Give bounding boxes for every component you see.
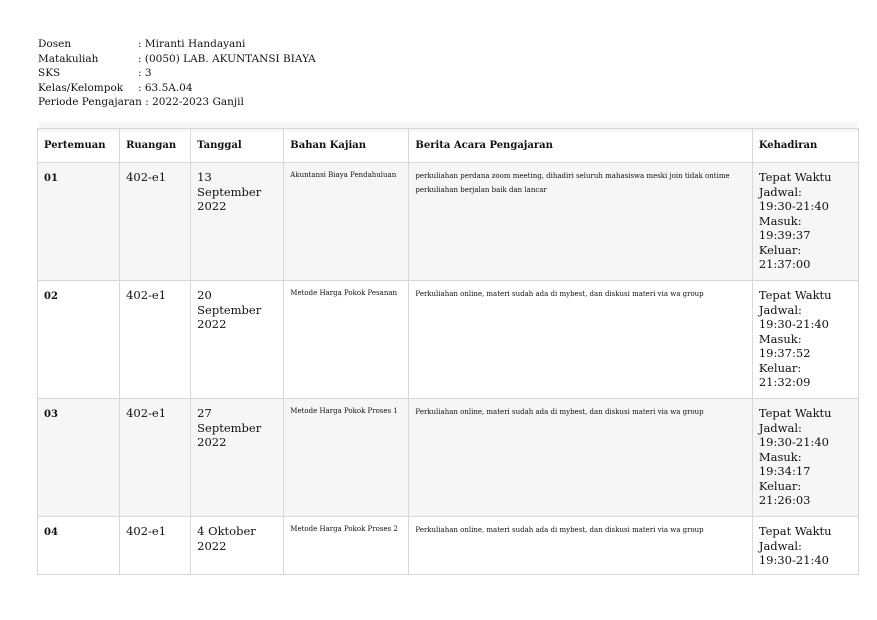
kehadiran-jadwal: 19:30-21:40 bbox=[758, 553, 829, 567]
info-row-matakuliah bbox=[38, 52, 316, 67]
kehadiran-jadwal: 19:30-21:40 bbox=[758, 199, 829, 213]
cell-berita-acara: Perkuliahan online, materi sudah ada di mybest, dan diskusi materi via wa group bbox=[409, 517, 752, 575]
cell-ruangan: 402-e1 bbox=[120, 399, 191, 517]
info-row-periode bbox=[38, 95, 316, 110]
info-key: SKS bbox=[38, 67, 61, 80]
info-row-sks bbox=[38, 66, 316, 81]
table-row bbox=[38, 281, 859, 399]
table-row bbox=[38, 517, 859, 575]
kehadiran-masuk-label: Masuk: bbox=[758, 449, 802, 464]
kehadiran-keluar-label: Keluar: bbox=[758, 478, 802, 493]
cell-tanggal: 20 September 2022 bbox=[191, 281, 284, 399]
kehadiran-jadwal-label: Jadwal: bbox=[758, 538, 802, 553]
course-info bbox=[38, 37, 316, 110]
cell-berita-acara: perkuliahan perdana zoom meeting, dihadiri seluruh mahasiswa meski join tidak ontime perkuliahan berjalan baik dan lancar bbox=[409, 163, 752, 281]
info-key: Kelas/Kelompok bbox=[38, 81, 124, 94]
header-berita-acara: Berita Acara Pengajaran bbox=[409, 129, 752, 163]
cell-berita-acara: Perkuliahan online, materi sudah ada di mybest, dan diskusi materi via wa group bbox=[409, 399, 752, 517]
kehadiran-masuk: 19:37:52 bbox=[758, 346, 811, 360]
info-row-dosen bbox=[38, 37, 316, 52]
kehadiran-keluar-label: Keluar: bbox=[758, 242, 802, 257]
cell-ruangan: 402-e1 bbox=[120, 163, 191, 281]
cell-pertemuan: 02 bbox=[38, 281, 120, 399]
kehadiran-jadwal-label: Jadwal: bbox=[758, 184, 802, 199]
info-value: : 3 bbox=[138, 67, 152, 80]
table-header-row bbox=[38, 129, 859, 163]
cell-bahan-kajian: Metode Harga Pokok Proses 2 bbox=[284, 517, 409, 575]
info-key: Matakuliah bbox=[38, 52, 99, 65]
header-bahan-kajian: Bahan Kajian bbox=[284, 129, 409, 163]
info-key: Periode Pengajaran bbox=[38, 96, 142, 109]
info-value: : (0050) LAB. AKUNTANSI BIAYA bbox=[138, 52, 316, 65]
cell-berita-acara: Perkuliahan online, materi sudah ada di mybest, dan diskusi materi via wa group bbox=[409, 281, 752, 399]
cell-kehadiran bbox=[752, 399, 858, 517]
info-value: : 63.5A.04 bbox=[138, 81, 193, 94]
kehadiran-masuk: 19:34:17 bbox=[758, 464, 811, 478]
kehadiran-jadwal: 19:30-21:40 bbox=[758, 435, 829, 449]
kehadiran-jadwal-label: Jadwal: bbox=[758, 302, 802, 317]
kehadiran-keluar: 21:26:03 bbox=[758, 493, 811, 507]
cell-pertemuan: 04 bbox=[38, 517, 120, 575]
info-value: : Miranti Handayani bbox=[138, 38, 246, 50]
header-pertemuan: Pertemuan bbox=[38, 129, 120, 163]
info-key: Dosen bbox=[38, 38, 72, 50]
kehadiran-keluar: 21:37:00 bbox=[758, 257, 811, 271]
kehadiran-masuk: 19:39:37 bbox=[758, 228, 811, 242]
kehadiran-status: Tepat Waktu bbox=[758, 170, 832, 184]
table-row bbox=[38, 399, 859, 517]
cell-tanggal: 27 September 2022 bbox=[191, 399, 284, 517]
kehadiran-status: Tepat Waktu bbox=[758, 406, 832, 420]
cell-bahan-kajian: Akuntansi Biaya Pendahuluan bbox=[284, 163, 409, 281]
kehadiran-masuk-label: Masuk: bbox=[758, 331, 802, 346]
header-ruangan: Ruangan bbox=[120, 129, 191, 163]
info-value: : 2022-2023 Ganjil bbox=[145, 96, 244, 109]
cell-ruangan: 402-e1 bbox=[120, 281, 191, 399]
kehadiran-keluar-label: Keluar: bbox=[758, 360, 802, 375]
cell-pertemuan: 01 bbox=[38, 163, 120, 281]
kehadiran-status: Tepat Waktu bbox=[758, 288, 832, 302]
header-tanggal: Tanggal bbox=[191, 129, 284, 163]
cell-kehadiran bbox=[752, 517, 858, 575]
cell-ruangan: 402-e1 bbox=[120, 517, 191, 575]
cell-pertemuan: 03 bbox=[38, 399, 120, 517]
cell-bahan-kajian: Metode Harga Pokok Proses 1 bbox=[284, 399, 409, 517]
cell-bahan-kajian: Metode Harga Pokok Pesanan bbox=[284, 281, 409, 399]
kehadiran-masuk-label: Masuk: bbox=[758, 213, 802, 228]
kehadiran-jadwal: 19:30-21:40 bbox=[758, 317, 829, 331]
cell-kehadiran bbox=[752, 281, 858, 399]
attendance-table bbox=[37, 128, 859, 575]
cell-kehadiran bbox=[752, 163, 858, 281]
kehadiran-jadwal-label: Jadwal: bbox=[758, 420, 802, 435]
cell-tanggal: 4 Oktober 2022 bbox=[191, 517, 284, 575]
cell-tanggal: 13 September 2022 bbox=[191, 163, 284, 281]
kehadiran-status: Tepat Waktu bbox=[758, 524, 832, 538]
kehadiran-keluar: 21:32:09 bbox=[758, 375, 811, 389]
info-row-kelas bbox=[38, 81, 316, 96]
table-row bbox=[38, 163, 859, 281]
header-kehadiran: Kehadiran bbox=[752, 129, 858, 163]
